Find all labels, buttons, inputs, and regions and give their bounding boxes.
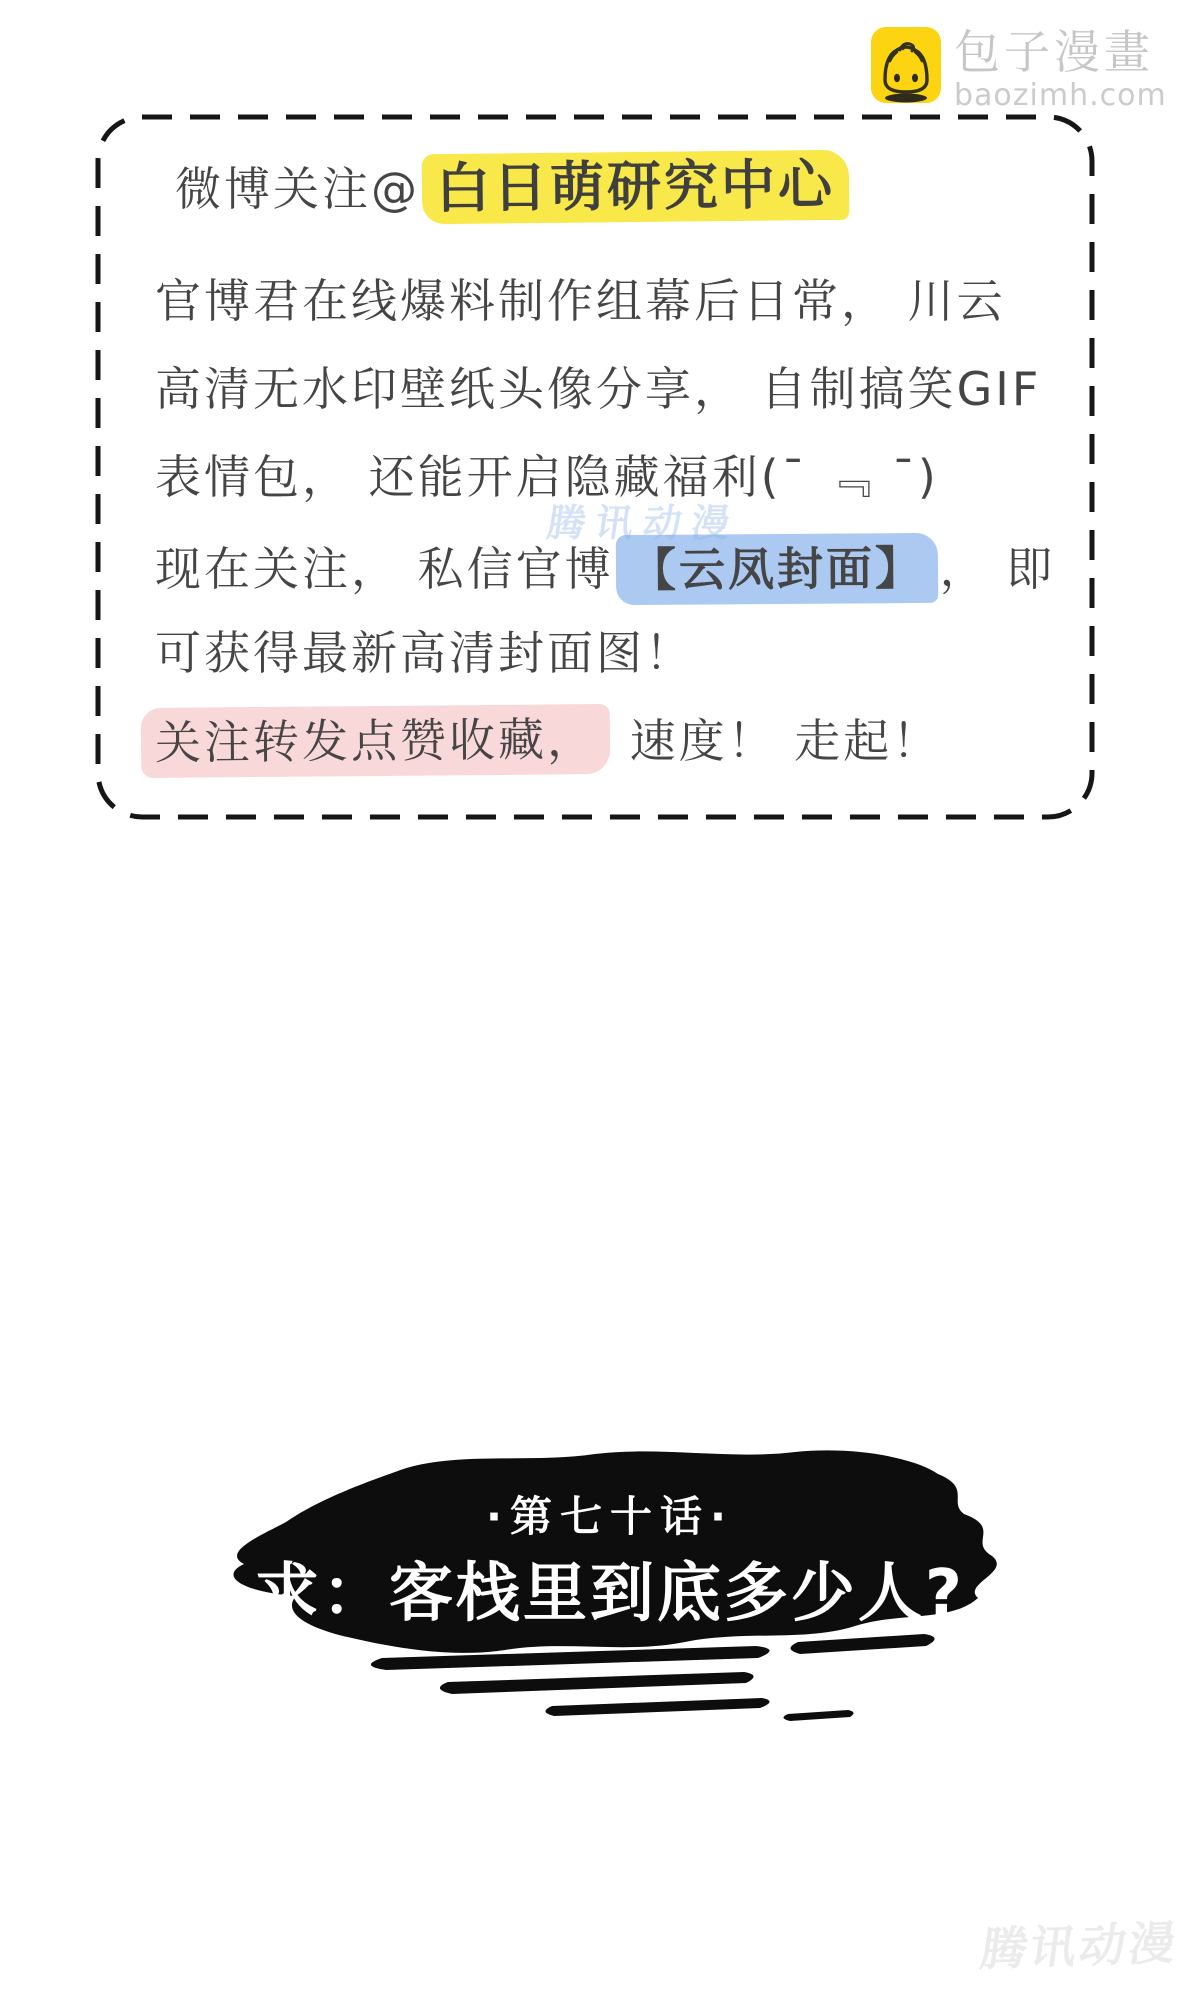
dm-text: 现在关注， 私信官博	[155, 542, 614, 596]
faint-watermark: 腾讯动漫	[544, 501, 743, 545]
weibo-account-highlight: 白日萌研究中心	[422, 150, 850, 224]
site-name: 包子漫畫	[954, 25, 1154, 79]
chapter-title-block	[200, 1430, 1020, 1750]
episode-number: ·第七十话·	[486, 1492, 734, 1541]
weibo-notice-box	[95, 114, 1095, 820]
notice-line-2: 官博君在线爆料制作组幕后日常， 川云	[155, 274, 1006, 328]
notice-line-3: 高清无水印壁纸头像分享， 自制搞笑GIF	[155, 362, 1042, 416]
dm-text-suffix: ， 即	[939, 542, 1056, 596]
notice-line-4: 表情包， 还能开启隐藏福利(ˉ ﹃ ˉ)	[155, 450, 939, 504]
site-domain: baozimh.com	[954, 78, 1167, 113]
cover-keyword-highlight: 【云凤封面】	[615, 533, 937, 605]
like-share-highlight: 关注转发点赞收藏，	[141, 704, 611, 778]
site-logo[interactable]	[870, 26, 1167, 114]
notice-line-1	[175, 152, 851, 222]
notice-line-7	[139, 706, 941, 776]
chapter-title: 求：客栈里到底多少人?	[254, 1557, 966, 1631]
site-logo-text	[954, 26, 1167, 114]
tencent-comics-watermark: 腾讯动漫	[977, 1915, 1182, 1977]
notice-line-6: 可获得最新高清封面图！	[155, 626, 694, 680]
weibo-follow-text: 微博关注@	[175, 162, 420, 216]
baozi-bun-icon	[870, 26, 942, 104]
hurry-text: 速度！ 走起！	[612, 714, 942, 768]
